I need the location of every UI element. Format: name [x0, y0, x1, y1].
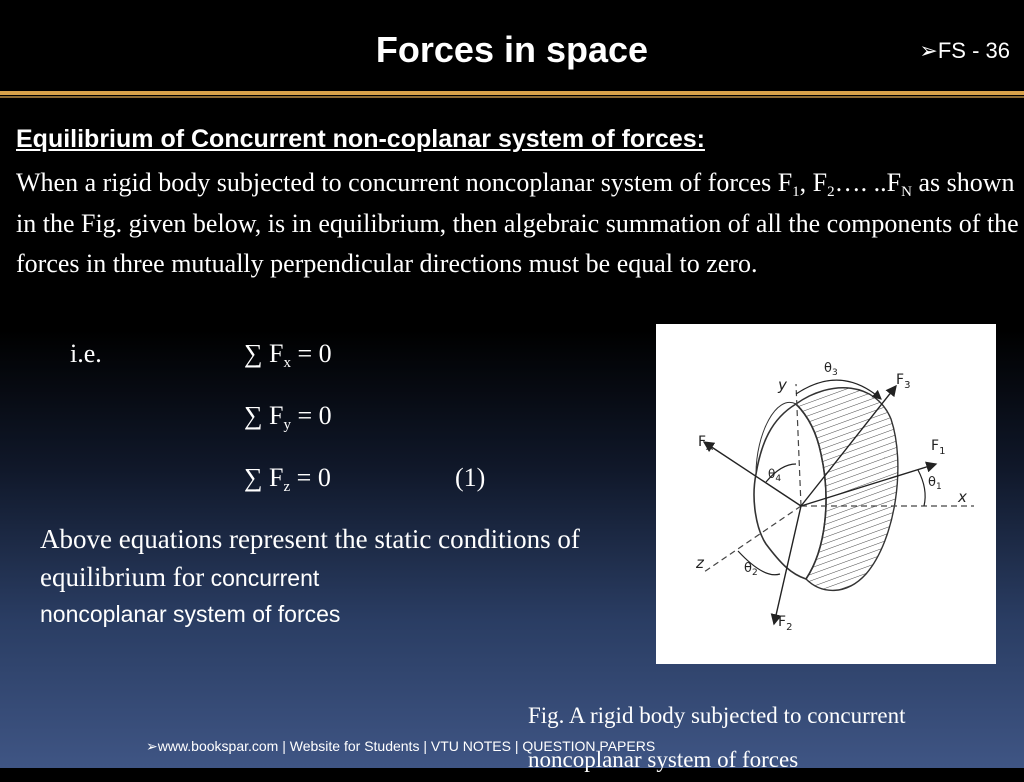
- equilibrium-note: [40, 520, 600, 631]
- eq-z-sub: z: [283, 479, 291, 495]
- label-z: z: [696, 554, 704, 572]
- eq-y-sub: y: [283, 417, 291, 433]
- equation-sum-fz: [244, 461, 331, 495]
- figure-caption: Fig. A rigid body subjected to concurrent noncoplanar system of forces: [528, 703, 906, 772]
- description-paragraph: [16, 163, 1020, 285]
- eq-x-sub: x: [283, 355, 291, 371]
- para-text-1: When a rigid body subjected to concurrent noncoplanar system of forces F: [16, 168, 793, 197]
- rigid-body-figure: [656, 324, 996, 664]
- rigid-body-diagram: [656, 324, 996, 664]
- equation-number: (1): [455, 463, 486, 492]
- eq-x-suffix: = 0: [291, 339, 332, 368]
- header-rule: [0, 91, 1024, 95]
- para-sub-n: N: [901, 184, 912, 200]
- note-sans-text-1: concurrent: [204, 565, 320, 591]
- eq-y-suffix: = 0: [291, 401, 332, 430]
- eq-y-prefix: ∑ F: [244, 401, 284, 430]
- label-f2: $F_2$: [778, 614, 793, 633]
- equation-sum-fx: [244, 337, 332, 371]
- label-theta3: $\theta_3$: [824, 361, 838, 378]
- z-axis-line: [704, 506, 801, 572]
- eq-z-suffix: = 0: [290, 463, 331, 492]
- slide-number: ➢FS - 36: [919, 38, 1010, 63]
- equation-sum-fy: [244, 399, 332, 433]
- para-sub-2: 2: [827, 184, 835, 200]
- para-text-2: , F: [799, 168, 828, 197]
- footer-link[interactable]: ➢www.bookspar.com | Website for Students | VTU NOTES | QUESTION PAPERS: [146, 738, 656, 754]
- para-sub-1: 1: [792, 184, 800, 200]
- body-hatched-side: [796, 388, 898, 591]
- force-f2-arrow: [774, 506, 801, 624]
- label-theta4: $\theta_4$: [768, 467, 782, 484]
- force-f4-arrow: [704, 442, 801, 506]
- label-f4: $F_A$: [698, 434, 713, 453]
- para-text-4: as shown in the Fig. given below, is in equilibrium, then algebraic summation of all the components of the forces in three mutually perpendicular directions must be equal to zero.: [16, 168, 1019, 278]
- header-rule-thin: [0, 96, 1024, 98]
- eq-z-prefix: ∑ F: [244, 463, 284, 492]
- para-text-3: …. ..F: [834, 168, 902, 197]
- label-theta1: $\theta_1$: [928, 475, 942, 492]
- theta1-arc: [918, 470, 925, 506]
- note-sans-text-2: noncoplanar system of forces: [40, 601, 341, 627]
- label-y: y: [778, 376, 787, 394]
- section-heading: Equilibrium of Concurrent non-coplanar system of forces:: [16, 125, 705, 153]
- slide-title: Forces in space: [375, 29, 649, 70]
- body-front-face-outline: [756, 402, 796, 474]
- label-f3: $F_3$: [896, 372, 911, 391]
- label-f1: $F_1$: [931, 438, 946, 457]
- eq-x-prefix: ∑ F: [244, 339, 284, 368]
- note-serif-text: Above equations represent the static conditions of equilibrium for: [40, 524, 580, 592]
- label-theta2: $\theta_2$: [744, 561, 758, 578]
- label-x: x: [958, 488, 967, 506]
- ie-label: i.e.: [70, 339, 102, 368]
